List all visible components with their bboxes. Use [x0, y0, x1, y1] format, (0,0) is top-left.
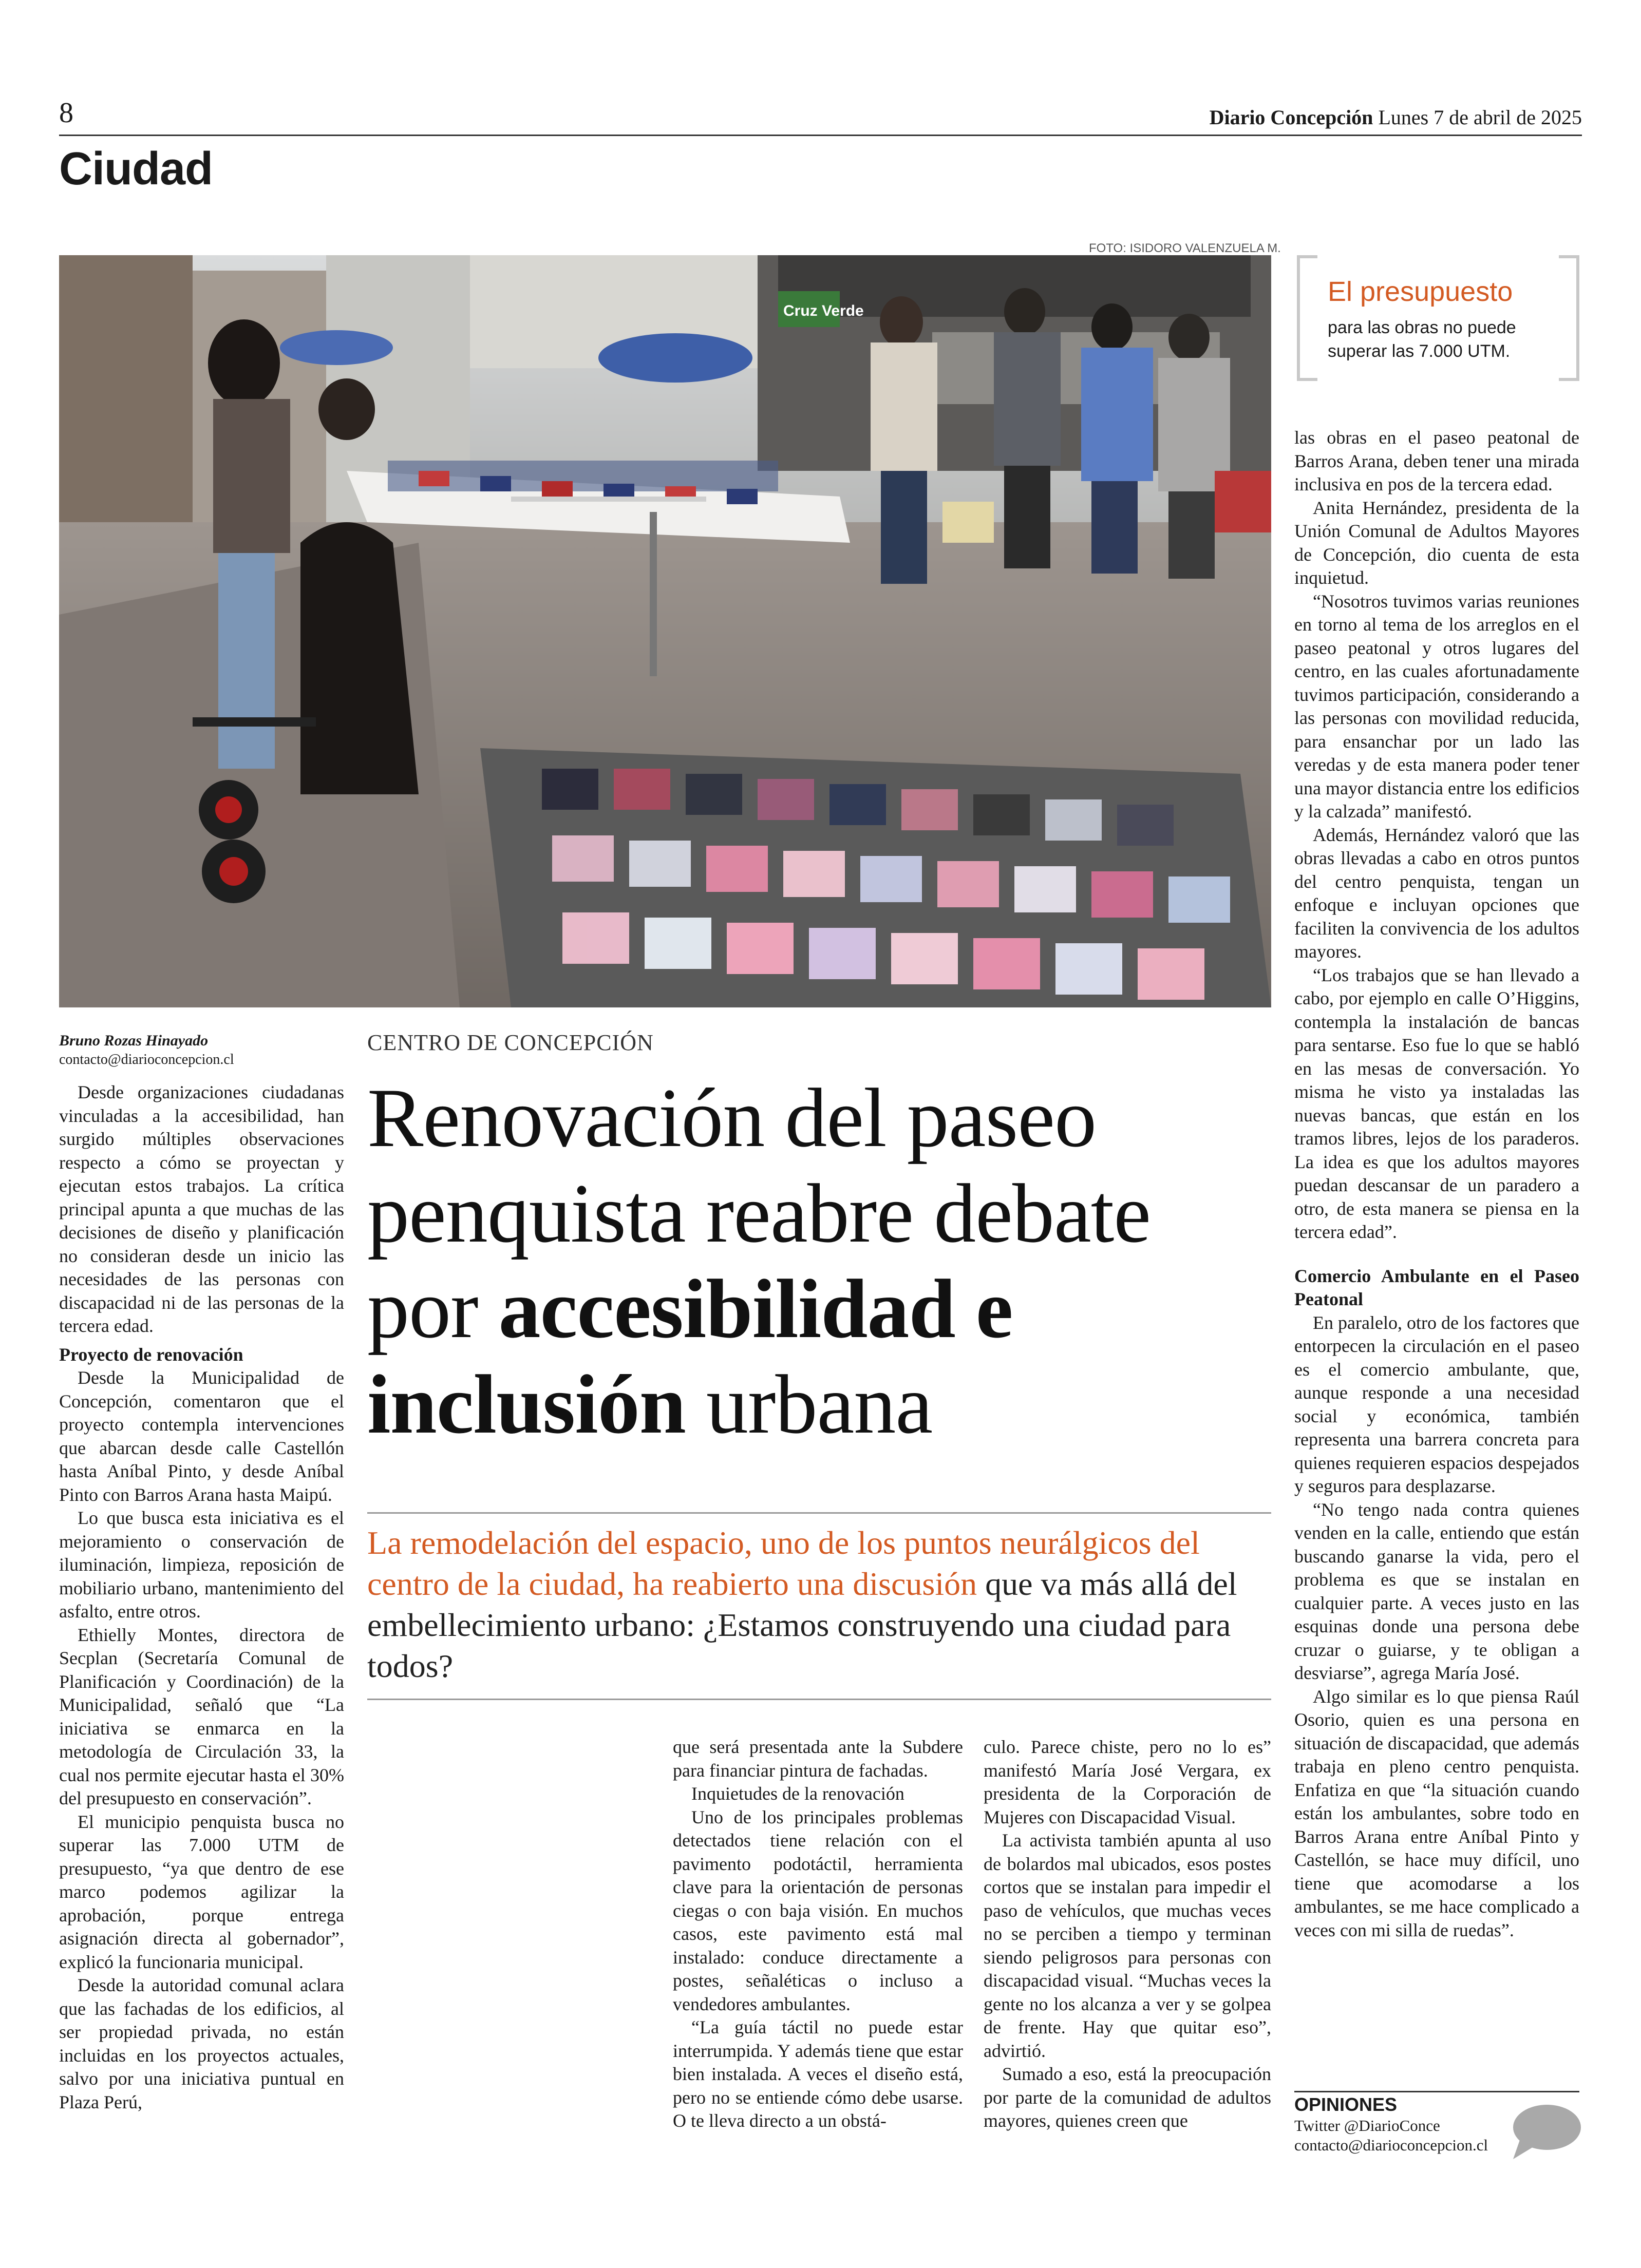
paragraph: Ethielly Montes, directora de Secplan (Secretaría Comunal de Planificación y Coordinación) de la Municipalidad, señaló que “La iniciativa se enmarca en la metodología de Circulación 33, la cual nos permite ejecutar hasta el 30% del presupuesto en conservación”.: [59, 1624, 344, 1808]
body-column-1: [59, 1081, 344, 2114]
paragraph: Lo que busca esta iniciativa es el mejoramiento o conservación de iluminación, limpieza, reposición de mobiliario urbano, mantenimiento del asfalto, entre otros.: [59, 1508, 344, 1622]
publication-date: Lunes 7 de abril de 2025: [1378, 106, 1582, 129]
paragraph: Inquietudes de la renovación: [691, 1783, 904, 1804]
pedestrian: [871, 342, 937, 471]
umbrella: [280, 330, 393, 365]
article-deck: [367, 1522, 1271, 1687]
deck-rule-bottom: [367, 1699, 1271, 1700]
body-column-4: [1294, 426, 1579, 1942]
publication-name: Diario Concepción: [1209, 106, 1373, 129]
body-column-2: [673, 1736, 963, 2133]
paragraph: Anita Hernández, presidenta de la Unión Comunal de Adultos Mayores de Concepción, dio cuenta de esta inquietud.: [1294, 497, 1579, 588]
section-title: Ciudad: [59, 143, 213, 195]
headline-part2: urbana: [685, 1358, 933, 1451]
umbrella: [598, 333, 752, 383]
paragraph: Desde la autoridad comunal aclara que las fachadas de los edificios, al ser propiedad privada, no están incluidas en los proyectos actuales, salvo por una iniciativa puntual en Plaza Perú,: [59, 1975, 344, 2112]
paragraph: que será presentada ante la Subdere para financiar pintura de fachadas.: [673, 1737, 963, 1781]
subheading: Proyecto de renovación: [59, 1344, 243, 1365]
pharmacy-sign-text: Cruz Verde: [783, 302, 864, 319]
paragraph: “Los trabajos que se han llevado a cabo, por ejemplo en calle O’Higgins, contempla la instalación de bancas para sentarse. Eso fue lo que se habló en las mesas de conversación. Yo misma he visto ya instaladas las nuevas bancas, que están en los tramos libres, lejos de los paraderos. La idea es que los adultos mayores puedan descansar de un paradero a otro, de esta manera se piensa en la tercera edad”.: [1294, 964, 1579, 1242]
street-market-illustration: [59, 255, 1271, 1007]
masthead: [1210, 105, 1582, 129]
opinions-title: OPINIONES: [1294, 2094, 1398, 2115]
body-column-3: [984, 1736, 1271, 2133]
paragraph: Uno de los principales problemas detectados tiene relación con el pavimento podotáctil, herramienta clave para la orientación de personas ciegas o con baja visión. En muchos casos, este pavimento está mal instalado: conduce directamente a postes, señaléticas o incluso a vendedores ambulantes.: [673, 1806, 963, 2014]
article-kicker: CENTRO DE CONCEPCIÓN: [367, 1030, 654, 1055]
paragraph: Desde organizaciones ciudadanas vinculadas a la accesibilidad, han surgido múltiples observaciones respecto a cómo se proyectan y ejecutan estos trabajos. La crítica principal apunta a que muchas de las decisiones de diseño y planificación no consideran desde un inicio las necesidades de las personas con discapacidad ni de las personas de la tercera edad.: [59, 1082, 344, 1336]
paragraph: Además, Hernández valoró que las obras llevadas a cabo en otros puntos del centro penquista, tengan un enfoque e incluyan opciones que faciliten la convivencia de los adultos mayores.: [1294, 824, 1579, 962]
paragraph: “La guía táctil no puede estar interrumpida. Y además tiene que estar bien instalada. A veces el diseño está, pero no se entiende cómo debe usarse. O te lleva directo a un obstá-: [673, 2017, 963, 2131]
deck-rest: que va más allá del embellecimiento urbano: ¿Estamos construyendo una ciudad para todos?: [367, 1566, 1237, 1684]
pull-quote-text: para las obras no puede superar las 7.000 UTM.: [1328, 318, 1516, 361]
headline-bold: accesibilidad e inclusión: [367, 1263, 1013, 1451]
paragraph: “Nosotros tuvimos varias reuniones en torno al tema de los arreglos en el paseo peatonal y otros lugares del centro, en las cuales afortunadamente tuvimos participación, considerando a las personas con movilidad reducida, para ensanchar por un lado las veredas y de esta manera poder tener una mayor distancia entre los edificios y la calzada” manifestó.: [1294, 590, 1579, 822]
paragraph: Desde la Municipalidad de Concepción, comentaron que el proyecto contempla intervenciones que abarcan desde calle Castellón hasta Aníbal Pinto, y desde Aníbal Pinto con Barros Arana hasta Maipú.: [59, 1367, 344, 1505]
pull-quote-title: El presupuesto: [1328, 276, 1513, 307]
headline-part1: Renovación del paseo penquista reabre debate por: [367, 1072, 1151, 1356]
paragraph: culo. Parece chiste, pero no lo es” manifestó María José Vergara, ex presidenta de la Corporación de Mujeres con Discapacidad Visual.: [984, 1737, 1271, 1827]
paragraph: El municipio penquista busca no superar las 7.000 UTM de presupuesto, “ya que dentro de ese marco podemos agilizar la aprobación, porque entrega asignación directa al gobernador”, explicó la funcionaria municipal.: [59, 1811, 344, 1972]
paragraph: “No tengo nada contra quienes venden en la calle, entiendo que están buscando ganarse la vida, pero el problema es que se instalan en cualquier parte. A veces justo en las esquinas donde una persona debe cruzar o guiarse, y te obligan a desviarse”, agrega María José.: [1294, 1499, 1579, 1683]
deck-rule-top: [367, 1512, 1271, 1514]
opinions-twitter: Twitter @DiarioConce: [1294, 2117, 1440, 2134]
header-rule: [59, 135, 1582, 136]
pull-quote-bracket-right: [1559, 255, 1579, 381]
paragraph: Sumado a eso, está la preocupación por parte de la comunidad de adultos mayores, quienes creen que: [984, 2064, 1271, 2131]
page-number: 8: [59, 97, 73, 129]
article-headline: [367, 1071, 1271, 1453]
article-photo: [59, 255, 1271, 1007]
pedestrian: [994, 332, 1061, 466]
byline-email: contacto@diarioconcepcion.cl: [59, 1052, 234, 1068]
pull-quote-bracket-left: [1297, 255, 1317, 381]
photo-credit: FOTO: ISIDORO VALENZUELA M.: [1089, 241, 1281, 255]
paragraph: En paralelo, otro de los factores que entorpecen la circulación en el paseo es el comercio ambulante, que, aunque responde a una necesidad social y económica, también representa una barrera concreta para quienes requieren espacios despejados y seguros para desplazarse.: [1294, 1312, 1579, 1496]
paragraph: las obras en el paseo peatonal de Barros Arana, deben tener una mirada inclusiva en pos de la tercera edad.: [1294, 427, 1579, 494]
vendor-person: [208, 319, 280, 407]
pull-quote-box: [1297, 255, 1579, 381]
paragraph: La activista también apunta al uso de bolardos mal ubicados, esos postes cortos que se instalan para impedir el paso de vehículos, que muchas veces no se perciben a tiempo y terminan siendo peligrosos para personas con discapacidad visual. “Muchas veces la gente no los alcanza a ver y se golpea de frente. Hay que quitar eso”, advirtió.: [984, 1830, 1271, 2061]
opinions-rule: [1294, 2091, 1579, 2092]
paragraph: Algo similar es lo que piensa Raúl Osorio, quien es una persona en situación de discapacidad, que además trabaja en pleno centro penquista. Enfatiza en que “la situación cuando están los ambulantes, sobre todo en Barros Arana entre Aníbal Pinto y Castellón, se hace muy difícil, uno tiene que acomodarse a los ambulantes, se me hace complicado a veces con mi silla de ruedas”.: [1294, 1686, 1579, 1940]
byline-author: Bruno Rozas Hinayado: [59, 1032, 209, 1049]
speech-bubble-icon: [1510, 2103, 1582, 2162]
subheading: Comercio Ambulante en el Paseo Peatonal: [1294, 1265, 1579, 1309]
deck-highlight: La remodelación del espacio, uno de los puntos neurálgicos del centro de la ciudad, ha reabierto una discusión: [367, 1524, 1200, 1602]
opinions-email: contacto@diarioconcepcion.cl: [1294, 2136, 1488, 2154]
pedestrian: [1081, 348, 1153, 481]
